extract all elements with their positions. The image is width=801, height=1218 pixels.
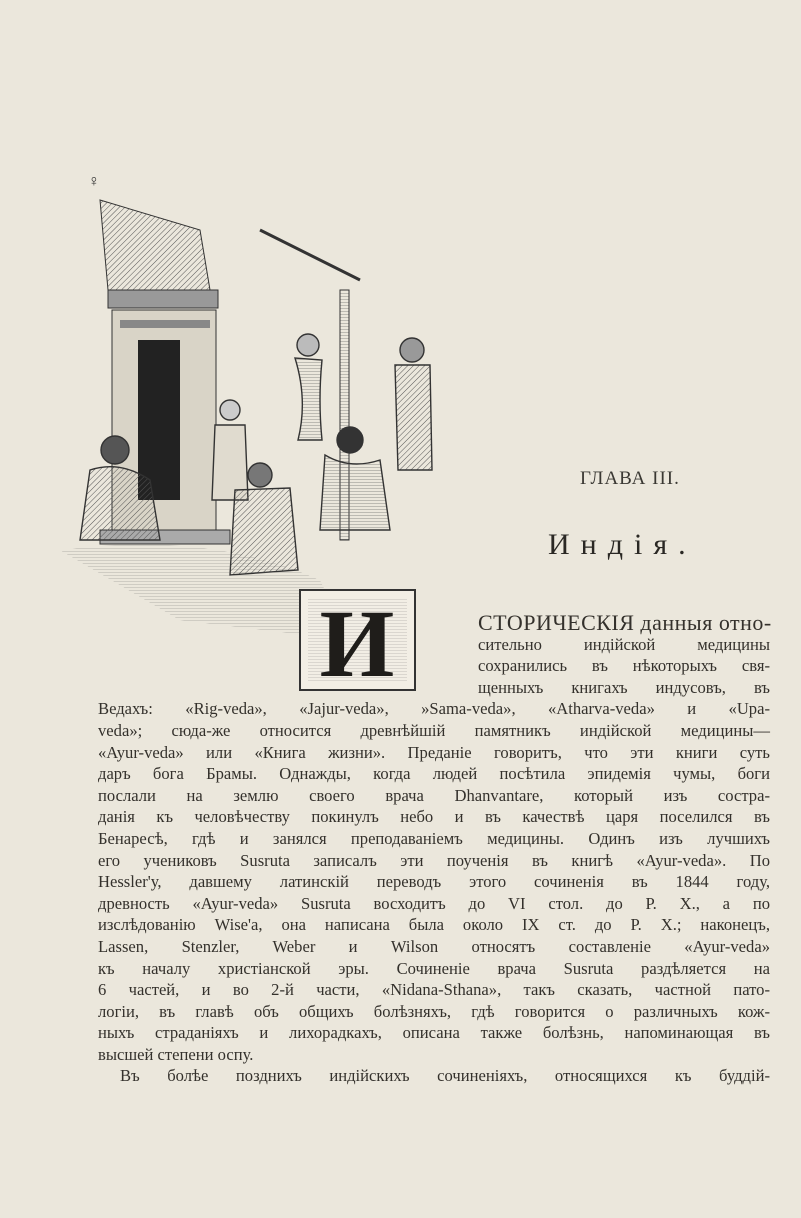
text-line: къ началу христіанской эры. Сочиненіе врача Susruta раздѣляется на <box>98 958 770 978</box>
body-text <box>98 612 770 1087</box>
text-line: Lassen, Stenzler, Weber и Wilson относятъ составленіе «Ayur-veda» <box>98 936 770 956</box>
text-line: высшей степени оспу. <box>98 1044 254 1064</box>
text-line: Бенаресѣ, гдѣ и занялся преподаваніемъ медицины. Одинъ изъ лучшихъ <box>98 828 770 848</box>
text-line: сохранились въ нѣкоторыхъ свя- <box>478 656 770 676</box>
text-line: послали на землю своего врача Dhanvantare, который изъ состра- <box>98 785 770 805</box>
text-line: «Ayur-veda» или «Книга жизни». Преданіе говоритъ, что эти книги суть <box>98 742 770 762</box>
text-line: Въ болѣе позднихъ индійскихъ сочиненіяхъ, относящихся къ буддій- <box>120 1066 770 1086</box>
text-line: 6 частей, и во 2-й части, «Nidana-Sthana», такъ сказать, частной пато- <box>98 980 770 1000</box>
text-line: данія къ человѣчеству покинулъ небо и въ качествѣ царя поселился въ <box>98 807 770 827</box>
text-line: ныхъ страданіяхъ и лихорадкахъ, описана также болѣзнь, напоминающая въ <box>98 1023 770 1043</box>
text-line: СТОРИЧЕСКІЯ данныя отно- <box>478 610 772 635</box>
text-line: щенныхъ книгахъ индусовъ, въ <box>478 677 770 697</box>
text-line: его учениковъ Susruta записалъ эти поученія въ книгѣ «Ayur-veda». По <box>98 850 770 870</box>
text-line: Hessler'у, давшему латинскій переводъ этого сочиненія въ 1844 году, <box>98 872 770 892</box>
svg-text:♀: ♀ <box>88 173 100 190</box>
drop-cap-letter: И <box>319 590 395 697</box>
text-line: veda»; сюда-же относится древнѣйшій памятникъ индійской медицины— <box>98 720 770 740</box>
text-line: даръ бога Брамы. Однажды, когда людей посѣтила эпидемія чумы, боги <box>98 764 770 784</box>
text-line: Ведахъ: «Rig-veda», «Jajur-veda», »Sama-veda», «Atharva-veda» и «Upa- <box>98 699 770 719</box>
text-line: изслѣдованію Wise'a, она написана была около IX ст. до Р. X.; наконецъ, <box>98 915 770 935</box>
text-line: древность «Ayur-veda» Susruta восходитъ до VI стол. до Р. X., а по <box>98 893 770 913</box>
text-line: логіи, въ главѣ объ общихъ болѣзняхъ, гдѣ говорится о различныхъ кож- <box>98 1001 770 1021</box>
chapter-heading: ГЛАВА III. <box>580 468 680 489</box>
section-title: Индія. <box>548 528 697 561</box>
text-line: сительно индійской медицины <box>478 634 770 654</box>
